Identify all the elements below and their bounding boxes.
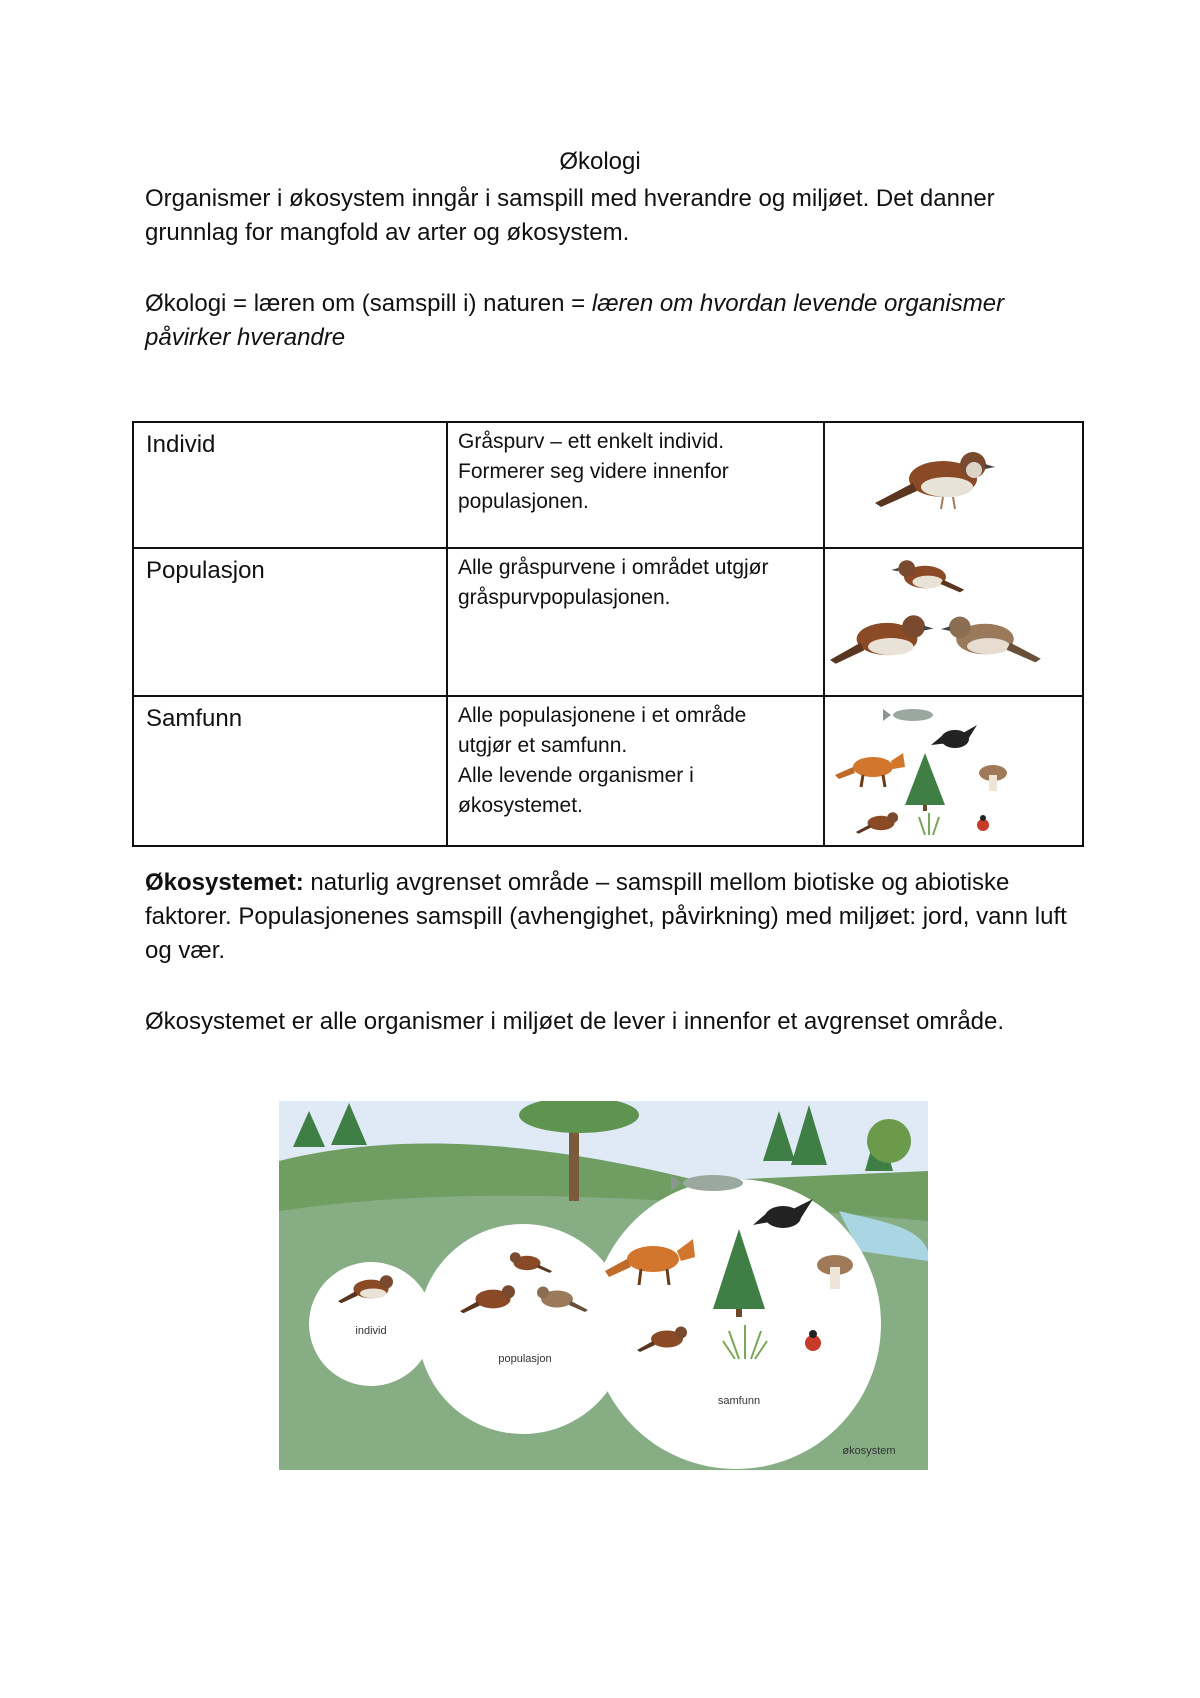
description-line: Formerer seg videre innenfor — [458, 460, 729, 483]
ecosystem-text: naturlig avgrenset område – samspill mellom biotiske og abiotiske faktorer. Populasjonenes samspill (avhengighet, påvirkning) med miljøet: jord, vann luft og vær. — [145, 869, 1067, 964]
table-row — [133, 548, 1083, 696]
intro-paragraph: Organismer i økosystem inngår i samspill med hverandre og miljøet. Det danner grunnlag for mangfold av arter og økosystem. — [145, 185, 995, 246]
term-cell: Individ — [133, 422, 447, 548]
ecosystem-term: Økosystemet: — [145, 869, 304, 896]
ecosystem-summary: Økosystemet er alle organismer i miljøet de lever i innenfor et avgrenset område. — [145, 1008, 1005, 1035]
table-row — [133, 696, 1083, 846]
grass-icon — [919, 813, 939, 835]
description-line: Alle gråspurvene i området utgjør — [458, 556, 769, 579]
description-line: Gråspurv – ett enkelt individ. — [458, 430, 725, 453]
community-image — [824, 696, 1083, 846]
sparrow-icon — [830, 615, 934, 663]
label-individ: individ — [355, 1325, 387, 1337]
sparrow-icon — [941, 617, 1041, 663]
label-okosystem: økosystem — [842, 1445, 896, 1457]
description-cell — [447, 548, 824, 696]
description-line: gråspurvpopulasjonen. — [458, 586, 671, 609]
label-populasjon: populasjon — [498, 1353, 552, 1365]
definition-italic: læren om hvordan levende organismer påvirker hverandre — [145, 290, 1005, 351]
term-cell: Samfunn — [133, 696, 447, 846]
description-cell — [447, 696, 824, 846]
spruce-tree-icon — [905, 753, 945, 811]
table-row — [133, 422, 1083, 548]
sparrow-icon — [875, 452, 995, 509]
sparrow-individual-image — [824, 422, 1083, 548]
fox-icon — [835, 753, 905, 787]
mushroom-icon — [979, 765, 1007, 791]
page-title: Økologi — [559, 148, 641, 175]
fish-icon — [683, 1175, 743, 1191]
label-samfunn: samfunn — [717, 1395, 761, 1407]
sparrow-icon — [891, 560, 964, 592]
description-line: økosystemet. — [458, 794, 583, 817]
term-cell: Populasjon — [133, 548, 447, 696]
fish-icon — [893, 709, 933, 721]
definition-plain: Økologi = læren om (samspill i) naturen = — [145, 290, 592, 317]
description-line: Alle levende organismer i — [458, 764, 694, 787]
ladybug-icon — [977, 815, 989, 831]
description-line: utgjør et samfunn. — [458, 734, 628, 757]
ecosystem-definition — [145, 866, 1075, 968]
description-line: Alle populasjonene i et område — [458, 704, 747, 727]
sparrow-icon — [856, 812, 898, 834]
ecosystem-illustration — [279, 1101, 928, 1470]
definition-paragraph — [145, 287, 1075, 355]
sparrow-population-image — [824, 548, 1083, 696]
ecology-levels-table — [132, 421, 1084, 847]
description-line: populasjonen. — [458, 490, 589, 513]
description-cell — [447, 422, 824, 548]
crow-icon — [931, 725, 977, 748]
